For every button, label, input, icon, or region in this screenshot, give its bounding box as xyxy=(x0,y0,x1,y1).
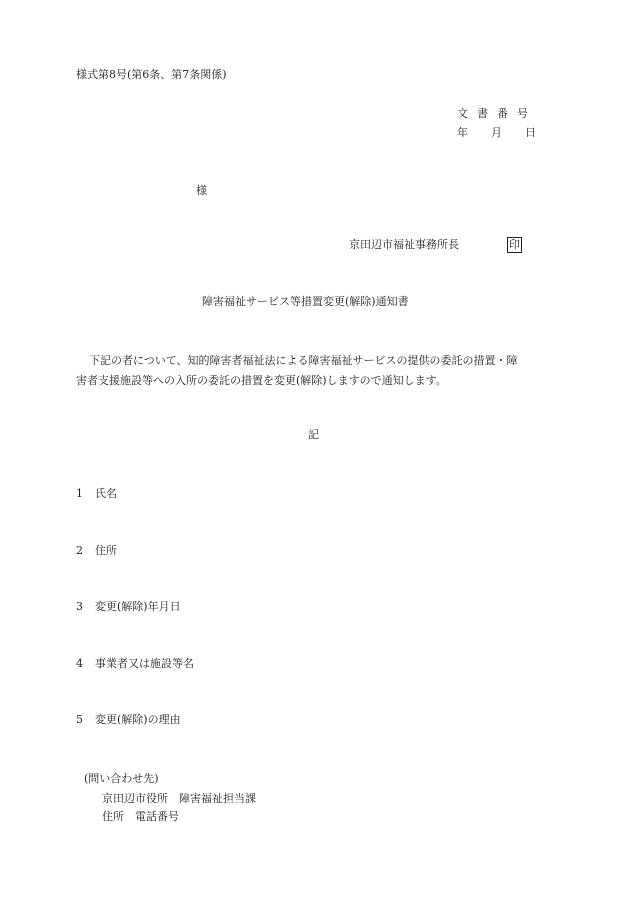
item-change-date: 3 変更(解除)年月日 xyxy=(76,600,181,613)
item-facility: 4 事業者又は施設等名 xyxy=(76,657,194,670)
document-title: 障害福祉サービス等措置変更(解除)通知書 xyxy=(202,295,409,308)
document-number-label: 文書番号 xyxy=(457,107,537,120)
body-line-2: 害者支援施設等への入所の委託の措置を変更(解除)しますので通知します。 xyxy=(76,374,447,387)
contact-heading: (問い合わせ先) xyxy=(84,772,159,785)
issuer xyxy=(349,237,522,253)
body-text xyxy=(76,351,556,391)
date-month: 月 xyxy=(491,126,502,139)
date-line xyxy=(457,126,536,139)
form-number: 様式第8号(第6条、第7条関係) xyxy=(76,68,227,81)
item-address: 2 住所 xyxy=(76,544,117,557)
date-day: 日 xyxy=(525,126,536,139)
seal-mark: 印 xyxy=(509,238,520,251)
item-reason: 5 変更(解除)の理由 xyxy=(76,713,181,726)
addressee-suffix: 様 xyxy=(196,184,207,197)
date-year: 年 xyxy=(457,126,468,139)
issuer-name: 京田辺市福祉事務所長 xyxy=(349,238,459,251)
ki-heading: 記 xyxy=(308,428,319,441)
body-line-1: 下記の者について、知的障害者福祉法による障害福祉サービスの提供の委託の措置・障 xyxy=(89,354,518,367)
contact-office: 京田辺市役所 障害福祉担当課 xyxy=(102,792,256,805)
item-name: 1 氏名 xyxy=(76,487,117,500)
contact-details: 住所 電話番号 xyxy=(102,810,179,823)
